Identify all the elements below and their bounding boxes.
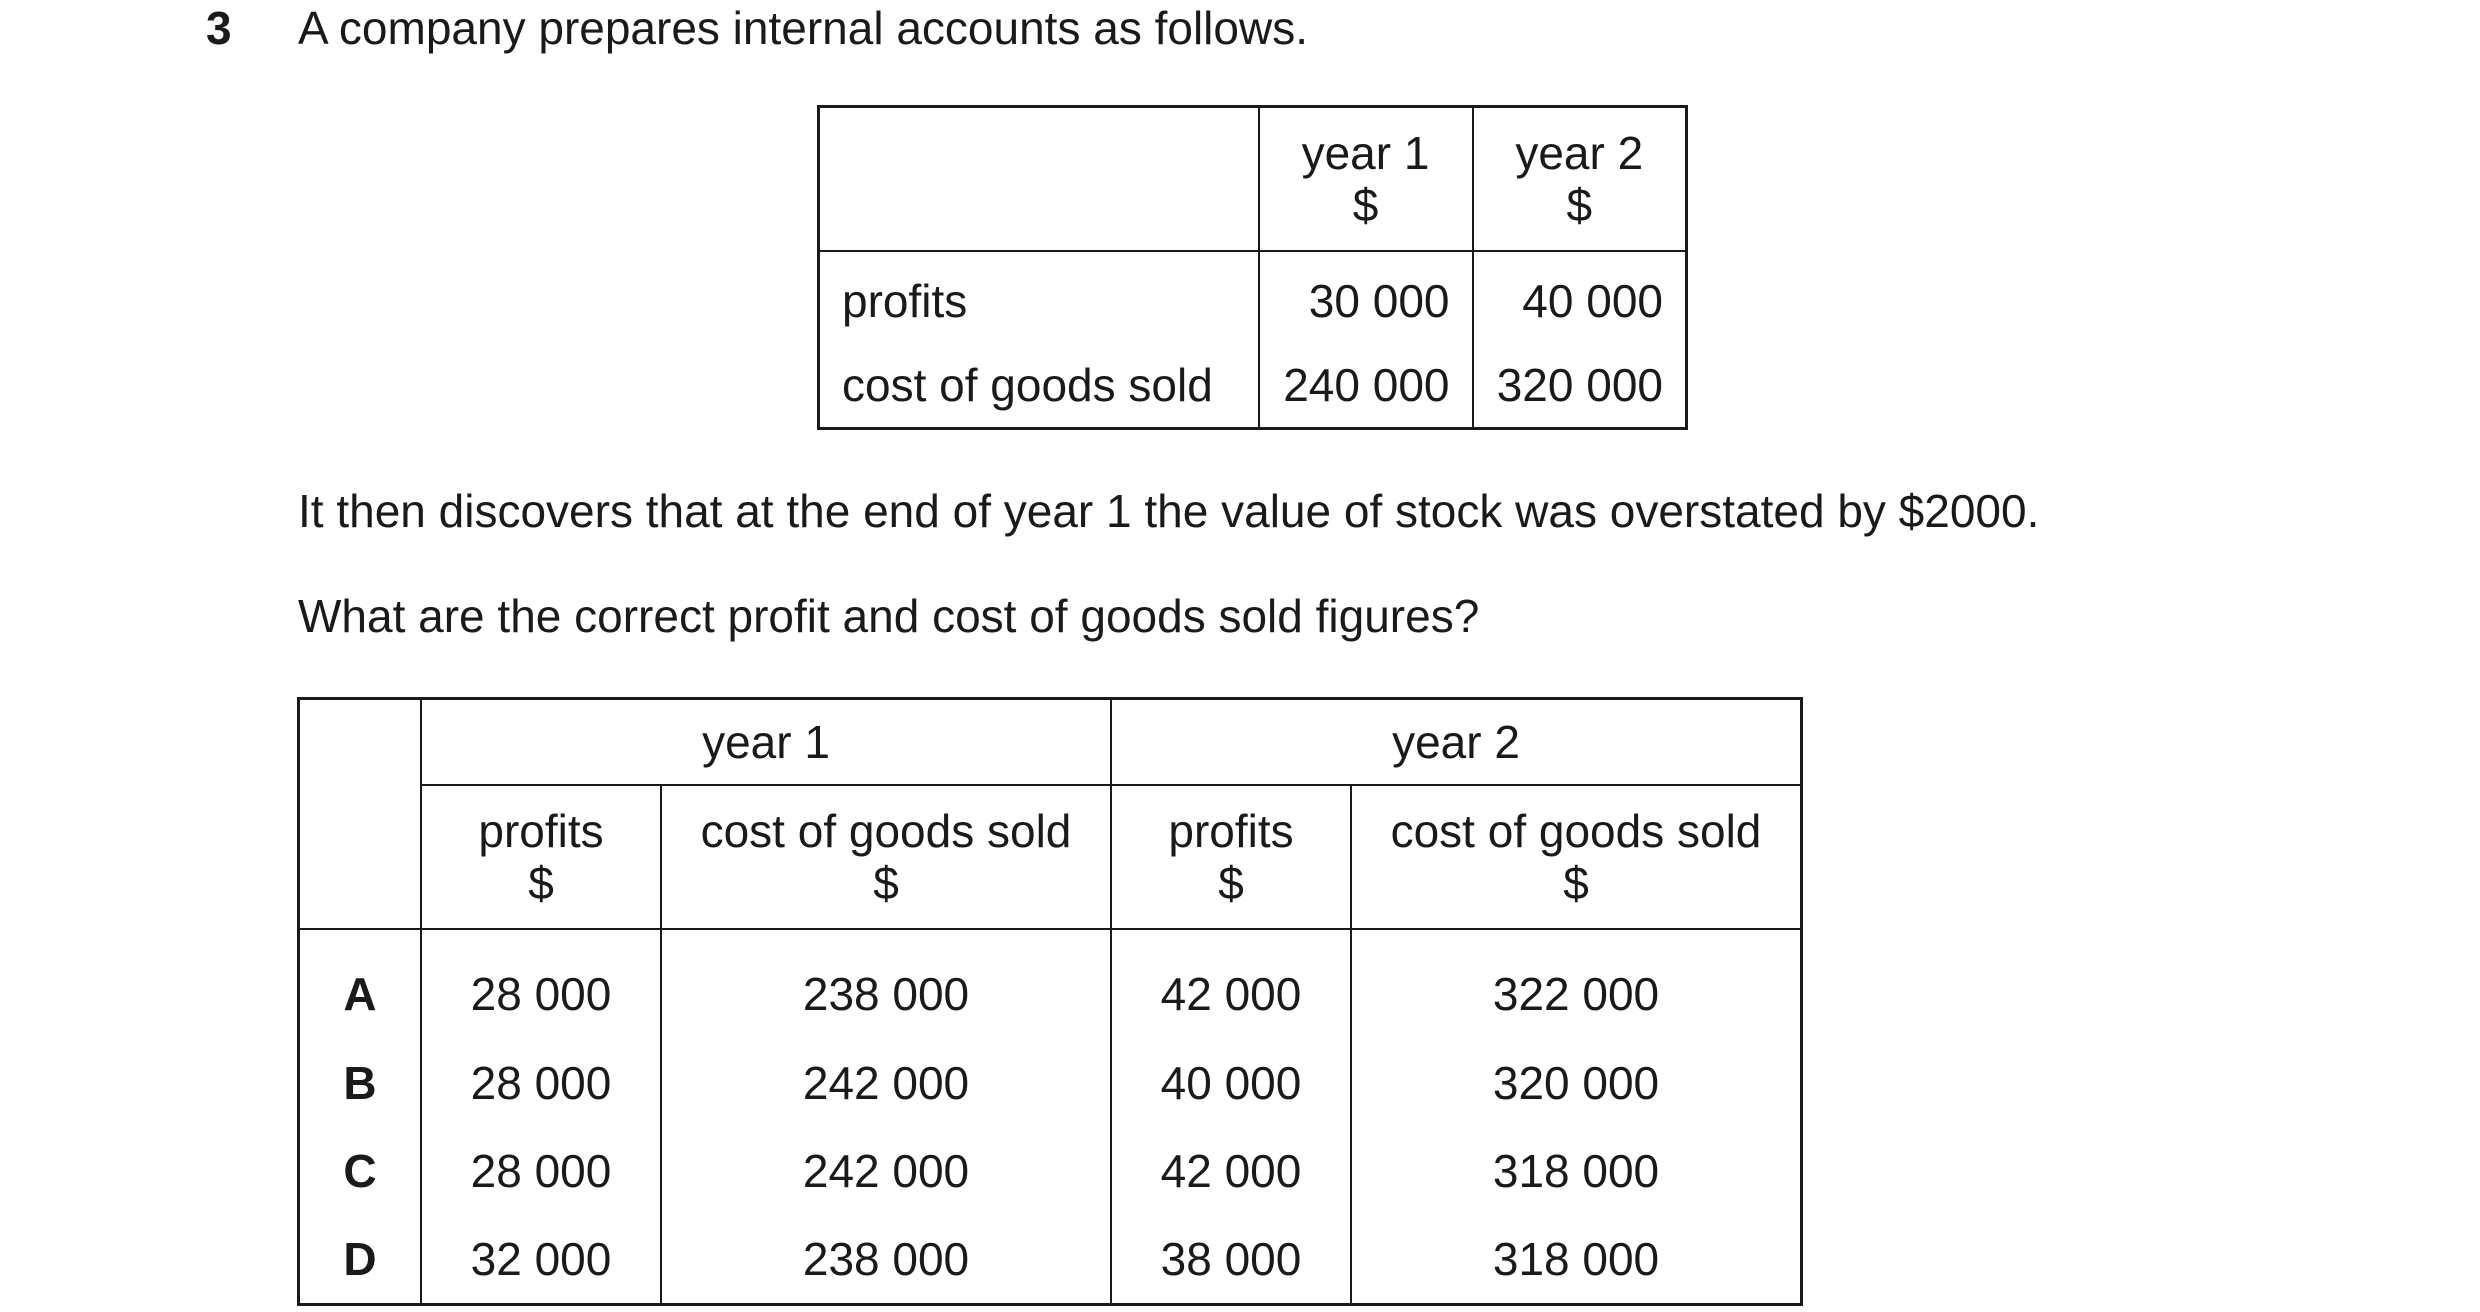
accounts-table	[817, 105, 1688, 430]
accounts-row-year2-value: 40 000	[1473, 251, 1687, 343]
question-intro: A company prepares internal accounts as follows.	[298, 2, 1308, 54]
option-row-b[interactable]	[299, 1039, 1802, 1127]
accounts-year2-label: year 2	[1515, 126, 1644, 179]
option-row-c[interactable]	[299, 1127, 1802, 1215]
accounts-year2-unit: $	[1566, 178, 1593, 231]
option-key: A	[343, 967, 377, 1020]
option-y2-profits: 42 000	[1111, 929, 1351, 1039]
accounts-header-row	[819, 107, 1687, 251]
question-number: 3	[206, 2, 232, 54]
option-y1-profits: 28 000	[421, 1039, 661, 1127]
accounts-row-year1-value: 240 000	[1259, 343, 1473, 429]
subheader-label: profits	[478, 805, 604, 857]
option-y2-profits: 38 000	[1111, 1215, 1351, 1305]
option-y1-profits: 28 000	[421, 1127, 661, 1215]
subheader-unit: $	[1563, 857, 1589, 909]
accounts-row-profits	[819, 251, 1687, 343]
options-subheader-y2-cogs	[1351, 785, 1802, 929]
subheader-unit: $	[528, 857, 554, 909]
option-y2-cogs: 318 000	[1351, 1215, 1802, 1305]
question-paragraph-discovery: It then discovers that at the end of year 1 the value of stock was overstated by $2000.	[298, 485, 2040, 537]
accounts-row-year2-value: 320 000	[1473, 343, 1687, 429]
option-y1-profits: 28 000	[421, 929, 661, 1039]
subheader-label: cost of goods sold	[1390, 805, 1762, 857]
option-y2-cogs: 318 000	[1351, 1127, 1802, 1215]
subheader-label: profits	[1168, 805, 1294, 857]
options-year1-header: year 1	[421, 699, 1111, 786]
accounts-row-label: profits	[842, 275, 968, 327]
option-y1-cogs: 238 000	[661, 1215, 1111, 1305]
subheader-unit: $	[873, 857, 899, 909]
option-y1-cogs: 238 000	[661, 929, 1111, 1039]
option-key: C	[343, 1145, 377, 1197]
options-year-header-row	[299, 699, 1802, 786]
accounts-year1-label: year 1	[1301, 126, 1430, 179]
accounts-row-label: cost of goods sold	[842, 358, 1213, 411]
subheader-label: cost of goods sold	[700, 805, 1072, 857]
option-row-a[interactable]	[299, 929, 1802, 1039]
options-subheader-y1-profits	[421, 785, 661, 929]
option-row-d[interactable]	[299, 1215, 1802, 1305]
options-header-blank	[299, 699, 422, 930]
accounts-header-year2	[1473, 107, 1687, 251]
accounts-header-year1	[1259, 107, 1473, 251]
option-y2-cogs: 320 000	[1351, 1039, 1802, 1127]
accounts-row-cogs	[819, 343, 1687, 429]
option-y2-cogs: 322 000	[1351, 929, 1802, 1039]
option-y2-profits: 42 000	[1111, 1127, 1351, 1215]
option-y1-cogs: 242 000	[661, 1127, 1111, 1215]
accounts-header-blank	[819, 107, 1259, 251]
options-subheader-row	[299, 785, 1802, 929]
option-y2-profits: 40 000	[1111, 1039, 1351, 1127]
accounts-year1-unit: $	[1352, 178, 1379, 231]
accounts-row-year1-value: 30 000	[1259, 251, 1473, 343]
question-paragraph-prompt: What are the correct profit and cost of goods sold figures?	[298, 590, 1480, 642]
options-subheader-y1-cogs	[661, 785, 1111, 929]
option-key: D	[343, 1233, 377, 1285]
option-y1-cogs: 242 000	[661, 1039, 1111, 1127]
subheader-unit: $	[1218, 857, 1244, 909]
options-table	[297, 697, 1803, 1306]
option-y1-profits: 32 000	[421, 1215, 661, 1305]
options-year2-header: year 2	[1111, 699, 1802, 786]
options-subheader-y2-profits	[1111, 785, 1351, 929]
option-key: B	[343, 1057, 377, 1109]
